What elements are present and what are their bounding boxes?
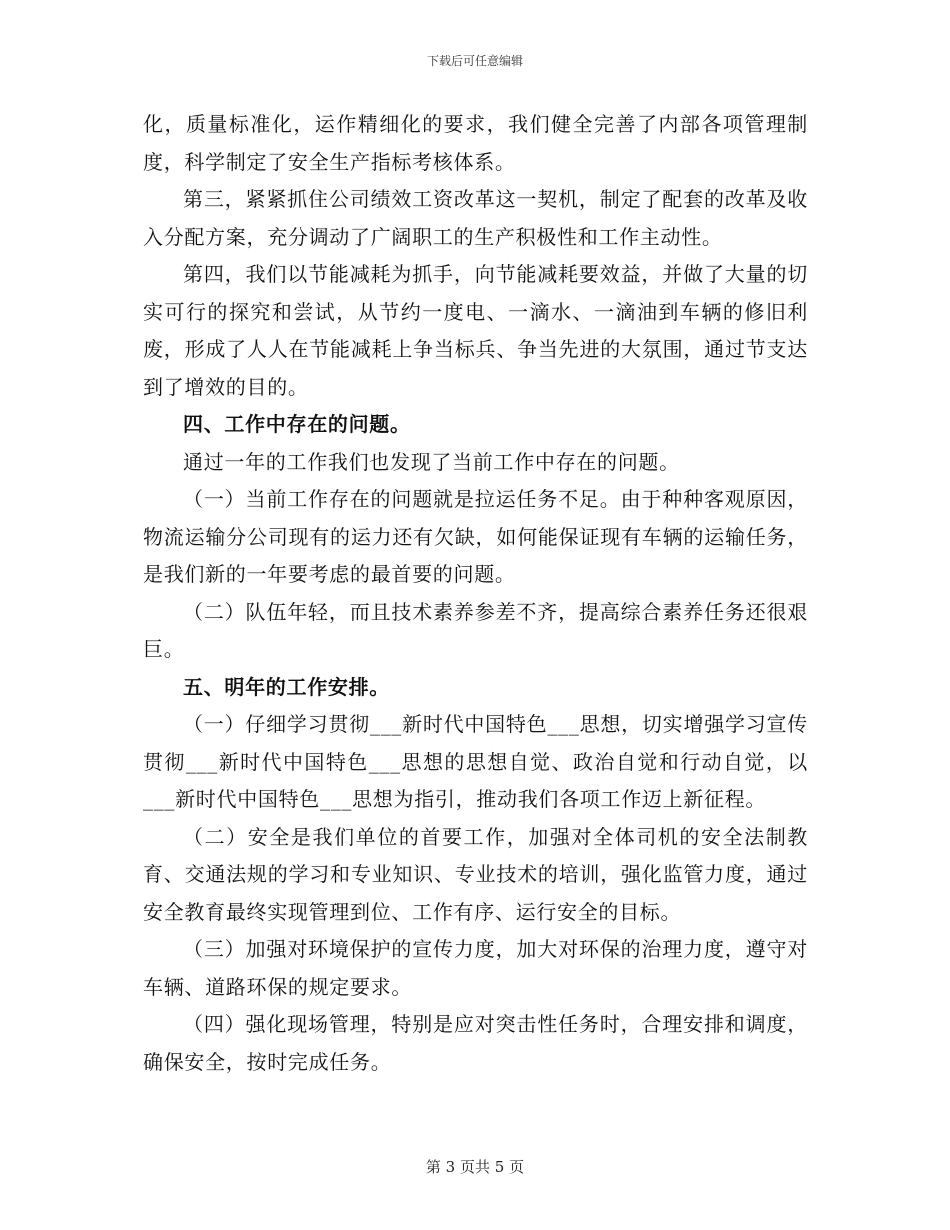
- paragraph-plan-three: （三）加强对环境保护的宣传力度，加大对环保的治理力度，遵守对车辆、道路环保的规定要求。: [143, 937, 808, 999]
- paragraph-fourth-point: 第四，我们以节能减耗为抓手，向节能减耗要效益，并做了大量的切实可行的探究和尝试，从节约一度电、一滴水、一滴油到车辆的修旧利废，形成了人人在节能减耗上争当标兵、争当先进的大氛围，通过节支达到了增效的目的。: [143, 262, 808, 399]
- paragraph-plan-four: （四）强化现场管理，特别是应对突击性任务时，合理安排和调度，确保安全，按时完成任务。: [143, 1012, 808, 1074]
- document-body: [143, 106, 808, 1081]
- paragraph-plan-one: （一）仔细学习贯彻___新时代中国特色___思想，切实增强学习宣传贯彻___新时代中国特色___思想的思想自觉、政治自觉和行动自觉，以___新时代中国特色___思想为指引，推动我们各项工作迈上新征程。: [143, 712, 808, 811]
- paragraph-problem-two: （二）队伍年轻，而且技术素养参差不齐，提高综合素养任务还很艰巨。: [143, 599, 808, 661]
- paragraph-third-point: 第三，紧紧抓住公司绩效工资改革这一契机，制定了配套的改革及收入分配方案，充分调动了广阔职工的生产积极性和工作主动性。: [143, 187, 808, 249]
- paragraph-continued: 化，质量标准化，运作精细化的要求，我们健全完善了内部各项管理制度，科学制定了安全生产指标考核体系。: [143, 112, 808, 174]
- page-number: 第 3 页共 5 页: [425, 1158, 525, 1176]
- section-heading-problems: 四、工作中存在的问题。: [183, 412, 411, 436]
- paragraph-problem-one: （一）当前工作存在的问题就是拉运任务不足。由于种种客观原因，物流运输分公司现有的运力还有欠缺，如何能保证现有车辆的运输任务，是我们新的一年要考虑的最首要的问题。: [143, 487, 808, 586]
- section-heading-next-year: 五、明年的工作安排。: [183, 674, 390, 699]
- paragraph-problems-intro: 通过一年的工作我们也发现了当前工作中存在的问题。: [183, 449, 680, 474]
- page-header: 下载后可任意编辑: [426, 54, 523, 68]
- paragraph-plan-two: （二）安全是我们单位的首要工作，加强对全体司机的安全法制教育、交通法规的学习和专业知识、专业技术的培训，强化监管力度，通过安全教育最终实现管理到位、工作有序、运行安全的目标。: [143, 824, 808, 924]
